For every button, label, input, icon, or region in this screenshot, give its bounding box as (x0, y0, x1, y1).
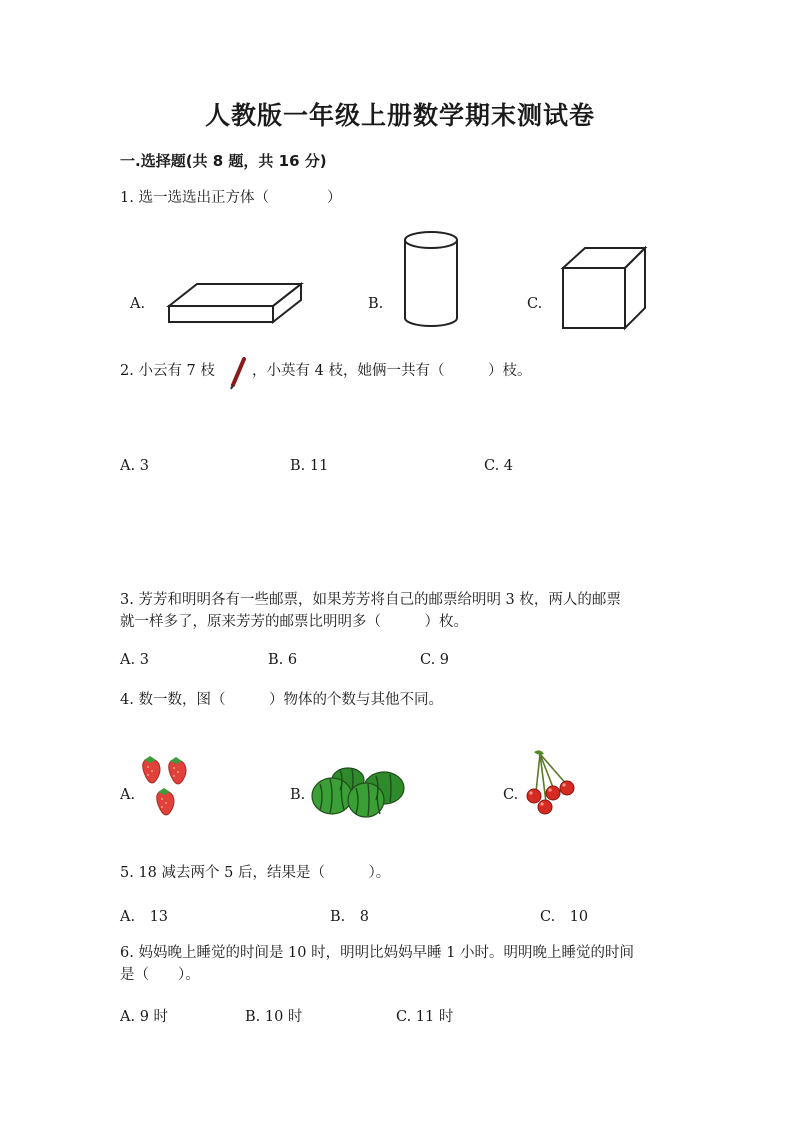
q4-option-a-label: A. (120, 787, 136, 803)
q6-option-c: C. 11 时 (396, 1009, 454, 1025)
question-3-line-2: 就一样多了，原来芳芳的邮票比明明多（ ）枚。 (120, 614, 468, 630)
q3-option-a: A. 3 (120, 652, 149, 668)
strawberries-image (136, 755, 194, 819)
question-4-text: 4. 数一数，图（ ）物体的个数与其他不同。 (120, 692, 443, 708)
q1-option-c-label: C. (527, 296, 543, 312)
q2-option-a: A. 3 (120, 458, 149, 474)
question-3-line-1: 3. 芳芳和明明各有一些邮票，如果芳芳将自己的邮票给明明 3 枚，两人的邮票 (120, 592, 621, 608)
cube-figure (560, 246, 648, 332)
q5-option-a: A. 13 (120, 909, 169, 925)
cuboid-figure (165, 282, 305, 326)
q6-option-b: B. 10 时 (245, 1009, 303, 1025)
q5-option-c: C. 10 (540, 909, 589, 925)
question-2-text-after: ，小英有 4 枝，她俩一共有（ ）枝。 (252, 363, 532, 379)
question-2-text-before: 2. 小云有 7 枝 (120, 363, 215, 379)
q2-option-c: C. 4 (484, 458, 514, 474)
q3-option-c: C. 9 (420, 652, 450, 668)
q4-option-b-label: B. (290, 787, 306, 803)
cherries-image (520, 750, 580, 818)
section-heading: 一.选择题(共 8 题，共 16 分) (120, 152, 327, 170)
question-6-line-1: 6. 妈妈晚上睡觉的时间是 10 时，明明比妈妈早睡 1 小时。明明晚上睡觉的时间 (120, 945, 635, 961)
question-5-text: 5. 18 减去两个 5 后，结果是（ ）。 (120, 865, 391, 881)
q1-option-b-label: B. (368, 296, 384, 312)
q3-option-b: B. 6 (268, 652, 298, 668)
question-6-line-2: 是（ ）。 (120, 967, 200, 983)
question-1-text: 1. 选一选选出正方体（ ） (120, 190, 342, 206)
q4-option-c-label: C. (503, 787, 519, 803)
q2-option-b: B. 11 (290, 458, 329, 474)
page-title: 人教版一年级上册数学期末测试卷 (204, 101, 595, 130)
q1-option-a-label: A. (130, 296, 146, 312)
cylinder-figure (402, 230, 460, 330)
q5-option-b: B. 8 (330, 909, 369, 925)
pencil-icon (228, 357, 248, 391)
q6-option-a: A. 9 时 (120, 1009, 169, 1025)
watermelons-image (310, 766, 406, 820)
